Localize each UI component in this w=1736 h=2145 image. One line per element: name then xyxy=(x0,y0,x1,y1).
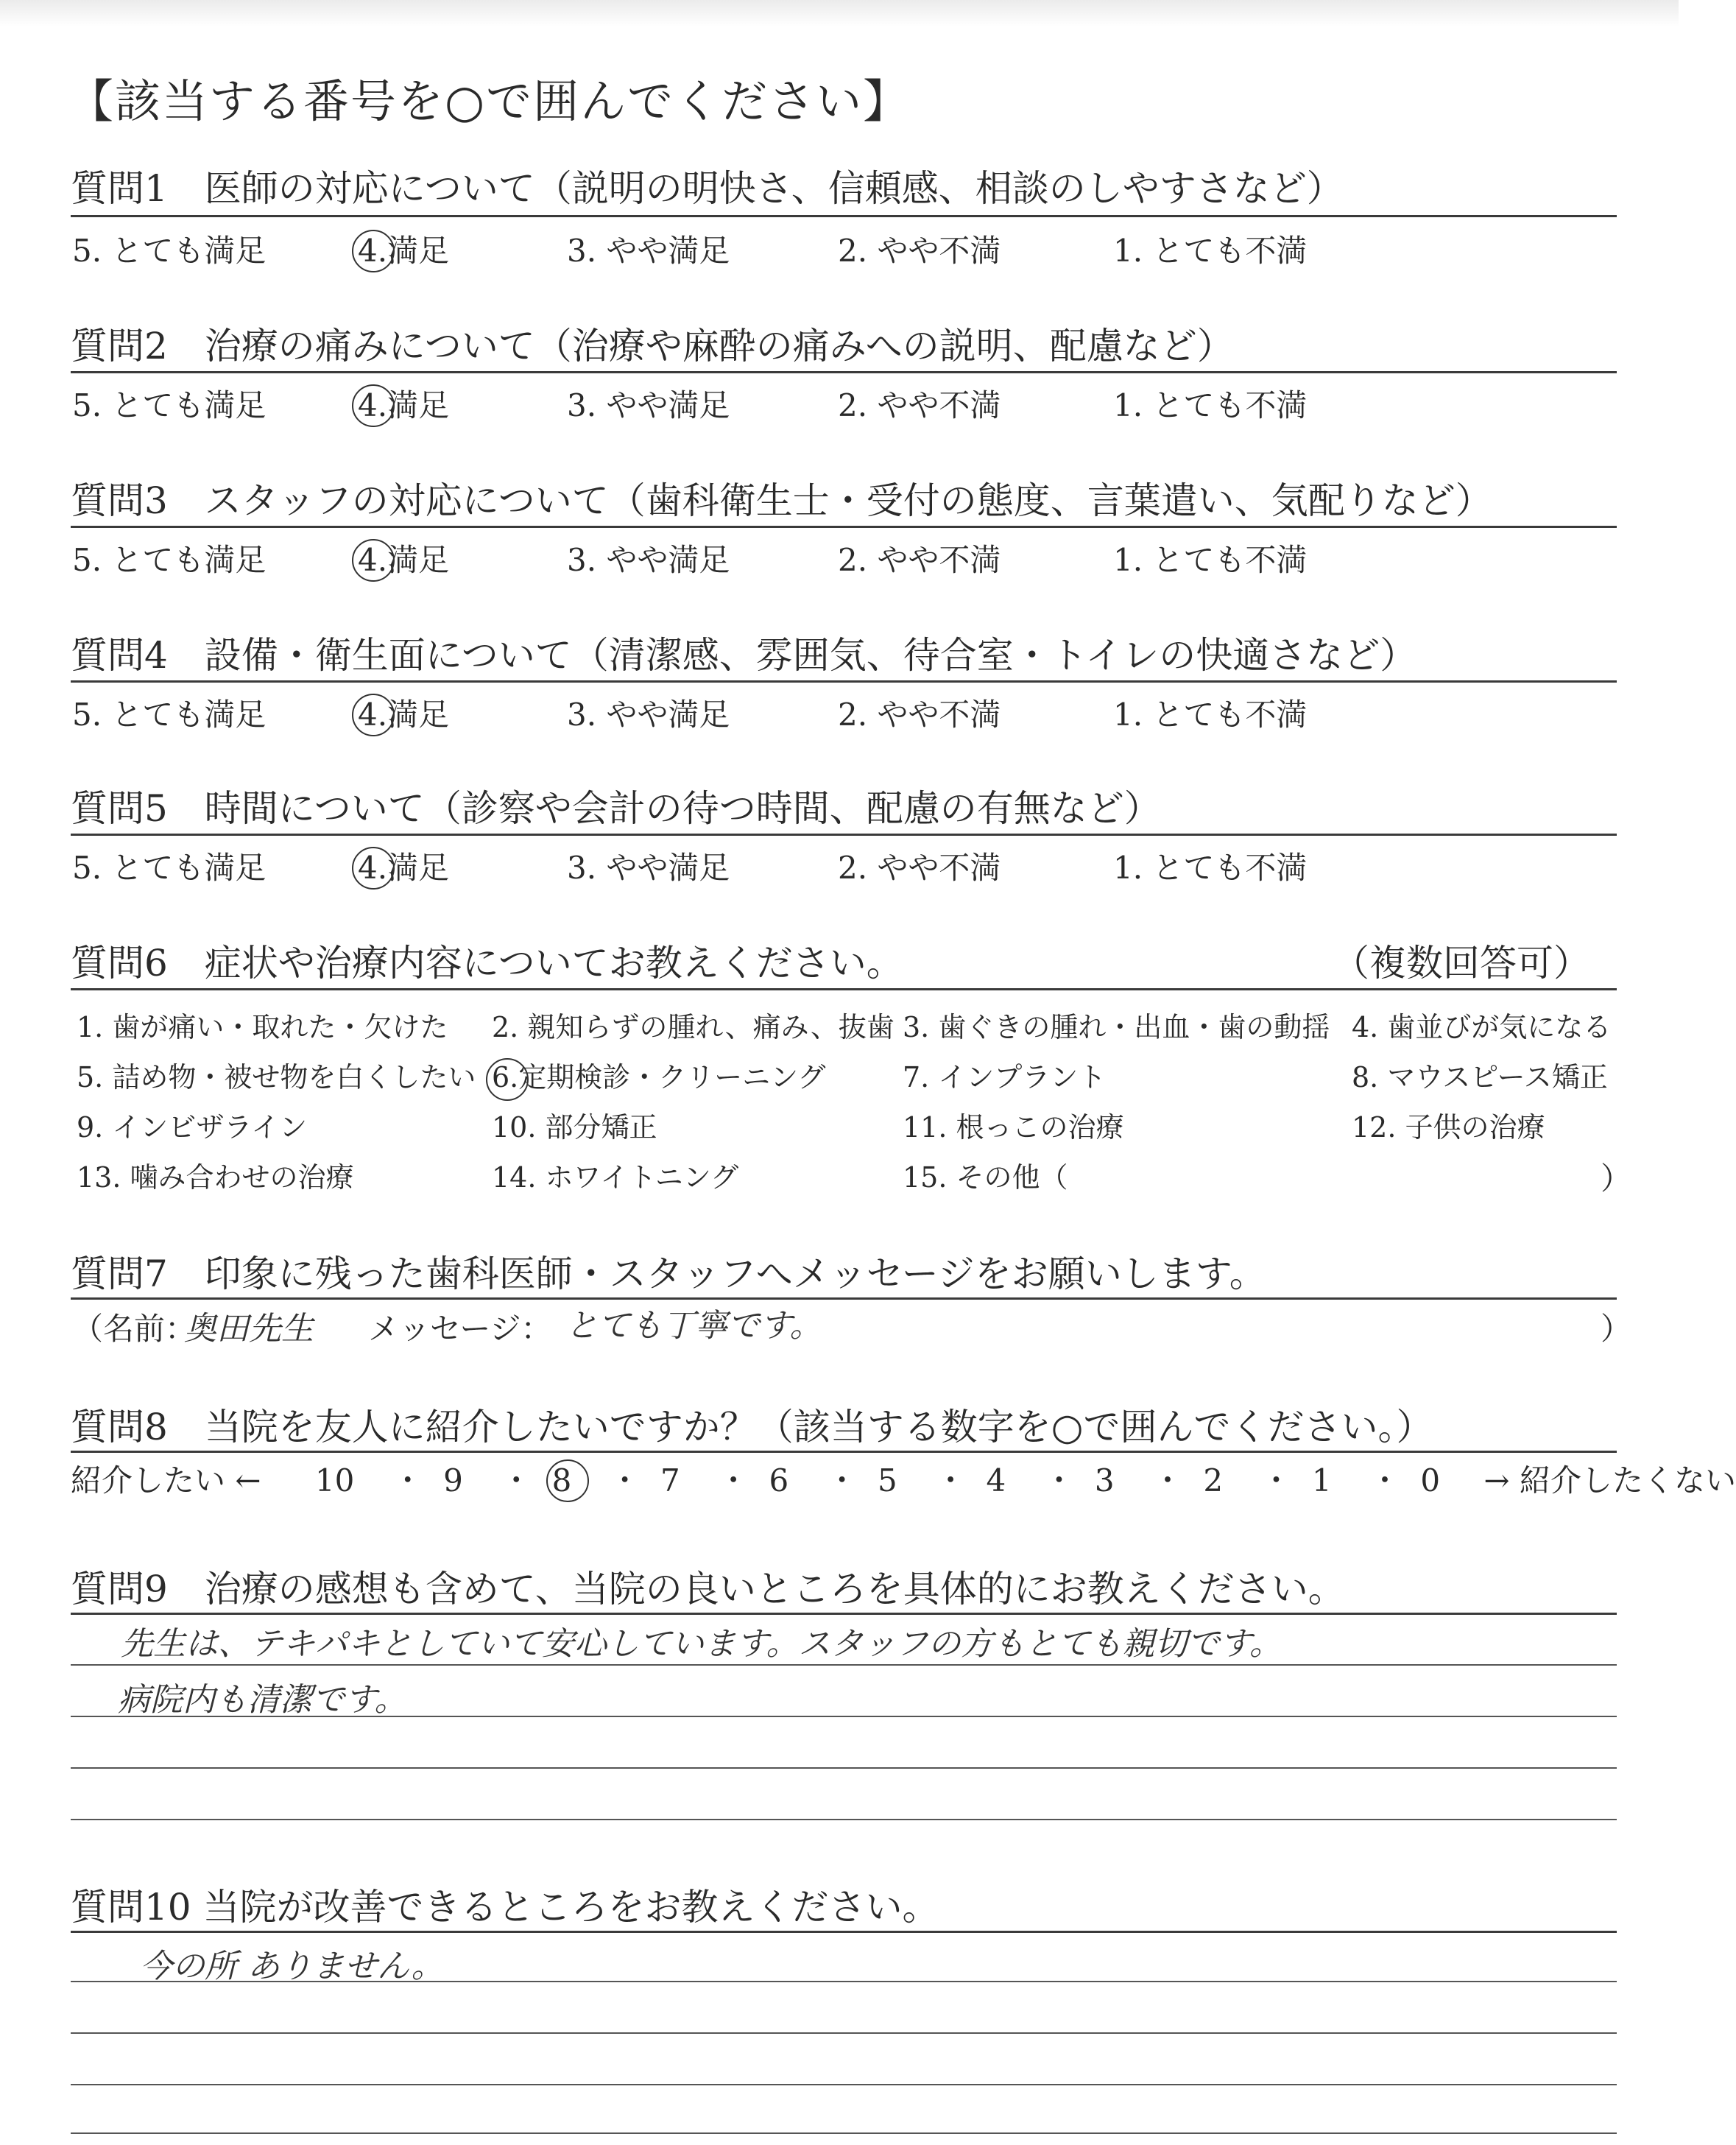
q5-option-3[interactable]: 3. やや満足 xyxy=(567,850,730,886)
q4-option-4-label: 満足 xyxy=(387,697,450,733)
q8-score-2[interactable]: 2 xyxy=(1203,1462,1224,1498)
question-5-rule xyxy=(71,834,1617,836)
q9-answer-line-2[interactable]: 病院内も清潔です。 xyxy=(118,1681,407,1719)
q2-option-4-number: 4. xyxy=(358,387,388,423)
q6-option-6-number: 6. xyxy=(492,1061,519,1093)
q3-option-5[interactable]: 5. とても満足 xyxy=(72,542,267,578)
q6-option-7[interactable]: 7. インプラント xyxy=(903,1061,1107,1093)
q4-option-1[interactable]: 1. とても不満 xyxy=(1113,697,1308,733)
q3-option-4-label: 満足 xyxy=(387,542,450,578)
q6-option-1[interactable]: 1. 歯が痛い・取れた・欠けた xyxy=(77,1011,448,1043)
q10-answer-line-1[interactable]: 今の所 ありません。 xyxy=(140,1948,444,1985)
q6-option-9[interactable]: 9. インビザライン xyxy=(77,1111,308,1144)
question-9-rule-4 xyxy=(71,1767,1617,1769)
q3-option-3[interactable]: 3. やや満足 xyxy=(567,542,730,578)
q1-option-4-number: 4. xyxy=(358,233,388,269)
q6-option-13[interactable]: 13. 噛み合わせの治療 xyxy=(77,1161,354,1194)
q8-score-10[interactable]: 10 xyxy=(314,1462,355,1498)
q8-recommend-scale xyxy=(71,1457,1736,1501)
question-6-title: 質問6 症状や治療内容についてお教えください。 xyxy=(71,942,903,985)
q3-option-4[interactable] xyxy=(358,536,449,580)
q8-score-1[interactable]: 1 xyxy=(1311,1462,1332,1498)
q6-option-2[interactable]: 2. 親知らずの腫れ、痛み、抜歯 xyxy=(492,1011,895,1043)
q8-dot: ・ xyxy=(826,1462,858,1498)
q5-option-2[interactable]: 2. やや不満 xyxy=(838,850,1001,886)
q1-option-4-label: 満足 xyxy=(387,233,450,269)
question-6-note: （複数回答可） xyxy=(1333,942,1590,985)
q3-option-4-number: 4. xyxy=(358,542,388,578)
q6-option-12[interactable]: 12. 子供の治療 xyxy=(1352,1111,1545,1144)
question-10-title: 質問10 当院が改善できるところをお教えください。 xyxy=(71,1886,939,1929)
question-10-rule-3 xyxy=(71,2032,1617,2034)
question-10-rule-4 xyxy=(71,2084,1617,2085)
q6-option-15-close-paren: ） xyxy=(1601,1160,1632,1197)
scan-top-edge xyxy=(0,0,1679,27)
q1-option-3[interactable]: 3. やや満足 xyxy=(567,233,730,269)
q5-option-1[interactable]: 1. とても不満 xyxy=(1113,850,1308,886)
q5-option-5[interactable]: 5. とても満足 xyxy=(72,850,267,886)
question-10-rule-1 xyxy=(71,1931,1617,1933)
q2-option-2[interactable]: 2. やや不満 xyxy=(838,387,1001,423)
q8-left-label: 紹介したい ← xyxy=(71,1462,261,1498)
question-2-title: 質問2 治療の痛みについて（治療や麻酔の痛みへの説明、配慮など） xyxy=(71,325,1234,367)
q4-option-4[interactable] xyxy=(358,691,449,735)
q5-option-4-number: 4. xyxy=(358,850,388,886)
question-3-rule xyxy=(71,526,1617,528)
q2-option-5[interactable]: 5. とても満足 xyxy=(72,387,267,423)
q2-option-3[interactable]: 3. やや満足 xyxy=(567,387,730,423)
q6-option-5[interactable]: 5. 詰め物・被せ物を白くしたい xyxy=(77,1061,476,1093)
question-4-rule xyxy=(71,680,1617,683)
q9-answer-line-1[interactable]: 先生は、テキパキとしていて安心しています。スタッフの方もとても親切です。 xyxy=(121,1625,1282,1663)
q1-option-2[interactable]: 2. やや不満 xyxy=(838,233,1001,269)
q1-option-4[interactable] xyxy=(358,227,449,271)
question-6-rule xyxy=(71,988,1617,990)
q6-option-6-label: 定期検診・クリーニング xyxy=(518,1061,826,1093)
question-3-title: 質問3 スタッフの対応について（歯科衛生士・受付の態度、言葉遣い、気配りなど） xyxy=(71,479,1492,522)
q2-option-4-label: 満足 xyxy=(387,387,450,423)
q8-score-9[interactable]: 9 xyxy=(443,1462,463,1498)
q8-dot: ・ xyxy=(609,1462,641,1498)
q4-option-3[interactable]: 3. やや満足 xyxy=(567,697,730,733)
question-2-rule xyxy=(71,371,1617,373)
q8-score-4[interactable]: 4 xyxy=(986,1462,1006,1498)
question-5-title: 質問5 時間について（診察や会計の待つ時間、配慮の有無など） xyxy=(71,787,1161,830)
q2-option-1[interactable]: 1. とても不満 xyxy=(1113,387,1308,423)
q8-dot: ・ xyxy=(935,1462,967,1498)
q3-option-1[interactable]: 1. とても不満 xyxy=(1113,542,1308,578)
q1-option-5[interactable]: 5. とても満足 xyxy=(72,233,267,269)
question-9-rule-2 xyxy=(71,1664,1617,1666)
q7-message-label: メッセージ： xyxy=(368,1311,552,1347)
q4-option-2[interactable]: 2. やや不満 xyxy=(838,697,1001,733)
question-1-rule xyxy=(71,215,1617,217)
q8-score-8[interactable]: 8 xyxy=(551,1462,572,1498)
question-7-title: 質問7 印象に残った歯科医師・スタッフへメッセージをお願いします。 xyxy=(71,1253,1266,1295)
q8-score-5[interactable]: 5 xyxy=(877,1462,897,1498)
q8-score-3[interactable]: 3 xyxy=(1094,1462,1115,1498)
question-4-title: 質問4 設備・衛生面について（清潔感、雰囲気、待合室・トイレの快適さなど） xyxy=(71,634,1417,677)
question-7-rule xyxy=(71,1297,1617,1300)
q5-option-4[interactable] xyxy=(358,844,449,888)
q6-option-14[interactable]: 14. ホワイトニング xyxy=(492,1161,739,1194)
q1-option-1[interactable]: 1. とても不満 xyxy=(1113,233,1308,269)
q4-option-5[interactable]: 5. とても満足 xyxy=(72,697,267,733)
q8-score-7[interactable]: 7 xyxy=(660,1462,680,1498)
q7-close-paren: ） xyxy=(1601,1311,1632,1347)
q8-dot: ・ xyxy=(1260,1462,1292,1498)
q2-option-4[interactable] xyxy=(358,381,449,426)
q5-option-4-label: 満足 xyxy=(387,850,450,886)
q6-option-8[interactable]: 8. マウスピース矯正 xyxy=(1352,1061,1608,1093)
q6-option-10[interactable]: 10. 部分矯正 xyxy=(492,1111,657,1144)
q8-right-label: → 紹介したくない xyxy=(1483,1462,1736,1498)
q8-dot: ・ xyxy=(718,1462,749,1498)
q4-option-4-number: 4. xyxy=(358,697,388,733)
question-8-title: 質問8 当院を友人に紹介したいですか？（該当する数字を○で囲んでください。） xyxy=(71,1406,1433,1448)
q6-option-15[interactable]: 15. その他（ xyxy=(903,1161,1068,1194)
q7-name-handwritten[interactable]: 奥田先生 xyxy=(184,1310,314,1348)
q3-option-2[interactable]: 2. やや不満 xyxy=(838,542,1001,578)
q8-dot: ・ xyxy=(501,1462,532,1498)
question-9-rule-1 xyxy=(71,1613,1617,1615)
question-9-rule-5 xyxy=(71,1819,1617,1820)
q8-dot: ・ xyxy=(1043,1462,1075,1498)
q7-message-handwritten[interactable]: とても丁寧です。 xyxy=(565,1307,822,1345)
question-9-title: 質問9 治療の感想も含めて、当院の良いところを具体的にお教えください。 xyxy=(71,1568,1345,1610)
question-10-rule-5 xyxy=(71,2132,1617,2134)
q8-score-6[interactable]: 6 xyxy=(769,1462,789,1498)
q6-option-11[interactable]: 11. 根っこの治療 xyxy=(903,1111,1124,1144)
q8-dot: ・ xyxy=(1369,1462,1400,1498)
question-1-title: 質問1 医師の対応について（説明の明快さ、信頼感、相談のしやすさなど） xyxy=(71,167,1344,210)
question-8-rule xyxy=(71,1451,1617,1453)
q6-option-6[interactable] xyxy=(492,1054,826,1095)
q6-option-3[interactable]: 3. 歯ぐきの腫れ・出血・歯の動揺 xyxy=(903,1011,1330,1043)
q6-option-4[interactable]: 4. 歯並びが気になる xyxy=(1352,1011,1612,1043)
q8-dot: ・ xyxy=(392,1462,423,1498)
q7-name-label: （名前： xyxy=(72,1311,197,1347)
q8-score-0[interactable]: 0 xyxy=(1420,1462,1441,1498)
form-heading: 【該当する番号を○で囲んでください】 xyxy=(68,74,911,128)
q8-dot: ・ xyxy=(1152,1462,1184,1498)
